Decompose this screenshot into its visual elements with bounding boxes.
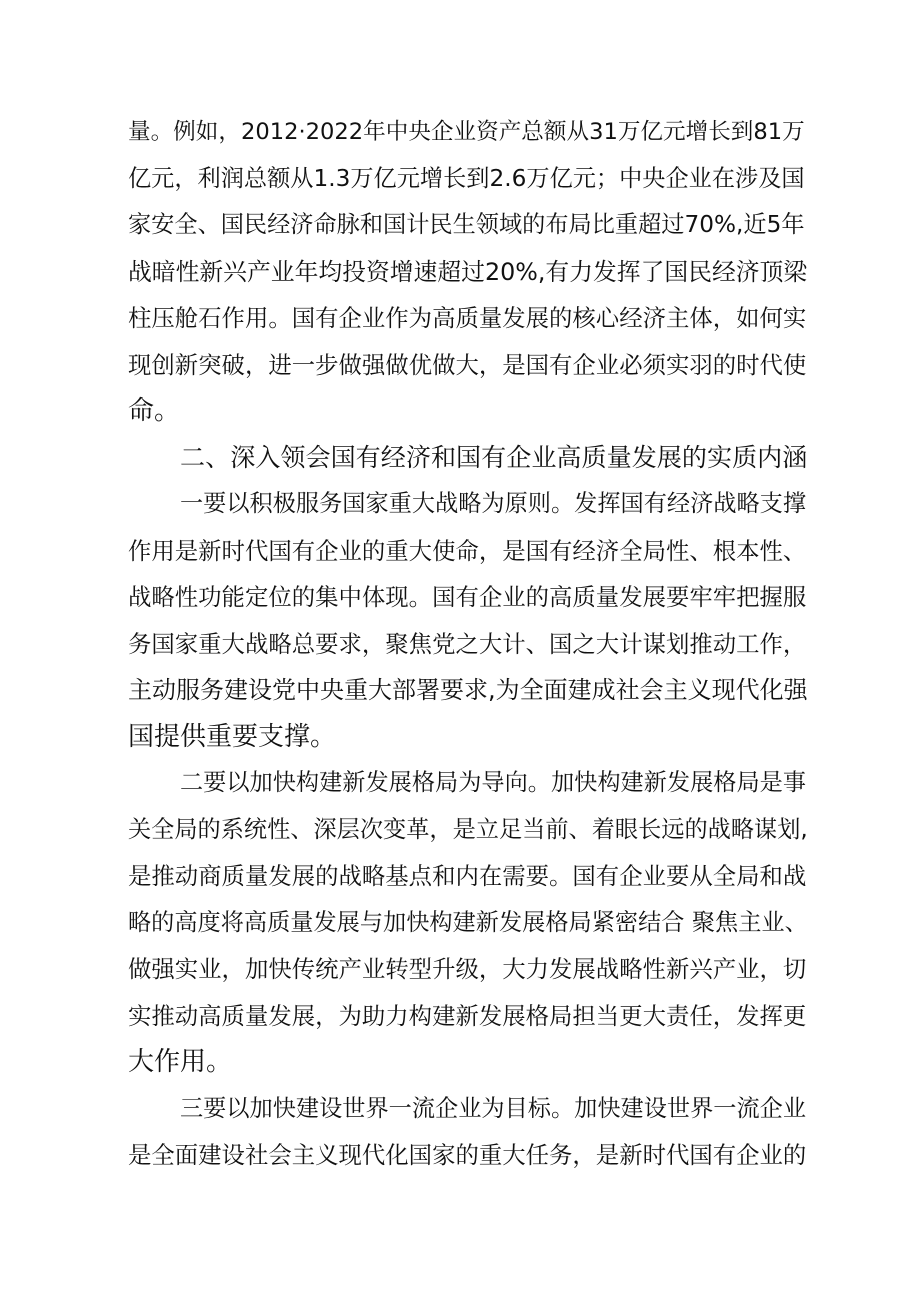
text-line: 务国家重大战略总要求，聚焦党之大计、国之大计谋划推动工作，: [128, 629, 807, 658]
text-line: 大作用。: [128, 1047, 233, 1077]
text-line: 一要以积极服务国家重大战略为原则。发挥国有经济战略支撑: [180, 490, 807, 517]
text-line: 做强实业，加快传统产业转型升级，大力发展战略性新兴产业，切: [128, 955, 807, 983]
text-line: 主动服务建设党中央重大部署要求,为全面建成社会主义现代化强: [128, 676, 808, 704]
text-line: 命。: [128, 396, 181, 426]
text-line: 柱压舱石作用。国有企业作为高质量发展的核心经济主体，如何实: [128, 304, 807, 332]
text-line: 家安全、国民经济命脉和国计民生领域的布局比重超过70%,近5年: [128, 211, 805, 238]
text-line: 国提供重要支撑。: [128, 721, 337, 752]
text-line: 略的高度将高质量发展与加快构建新发展格局紧密结合 聚焦主业、: [128, 908, 808, 936]
text-line: 是推动商质量发展的战略基点和内在需要。国有企业要从全局和战: [128, 862, 807, 890]
text-line: 关全局的系统性、深层次变革，是立足当前、着眼长远的战略谋划,: [128, 815, 808, 843]
text-line: 战略性功能定位的集中体现。国有企业的高质量发展要牢牢把握服: [128, 583, 807, 611]
text-line: 亿元，利润总额从1.3万亿元增长到2.6万亿元；中央企业在涉及国: [128, 164, 805, 192]
text-line: 战暗性新兴产业年均投资增速超过20%,有力发挥了国民经济顶梁: [128, 257, 808, 286]
section-heading: 二、深入领会国有经济和国有企业高质量发展的实质内涵: [180, 442, 808, 472]
text-line: 三要以加快建设世界一流企业为目标。加快建设世界一流企业: [180, 1094, 807, 1122]
text-line: 二要以加快构建新发展格局为导向。加快构建新发展格局是事: [180, 769, 807, 796]
text-line: 现创新突破，进一步做强做优做大，是国有企业必须实羽的时代使: [128, 350, 807, 379]
text-line: 量。例如，2012·2022年中央企业资产总额从31万亿元增长到81万: [128, 119, 805, 145]
text-line: 作用是新时代国有企业的重大使命，是国有经济全局性、根本性、: [128, 536, 807, 565]
text-line: 实推动高质量发展，为助力构建新发展格局担当更大责任，发挥更: [128, 1001, 807, 1030]
text-line: 是全面建设社会主义现代化国家的重大任务，是新时代国有企业的: [128, 1141, 807, 1169]
